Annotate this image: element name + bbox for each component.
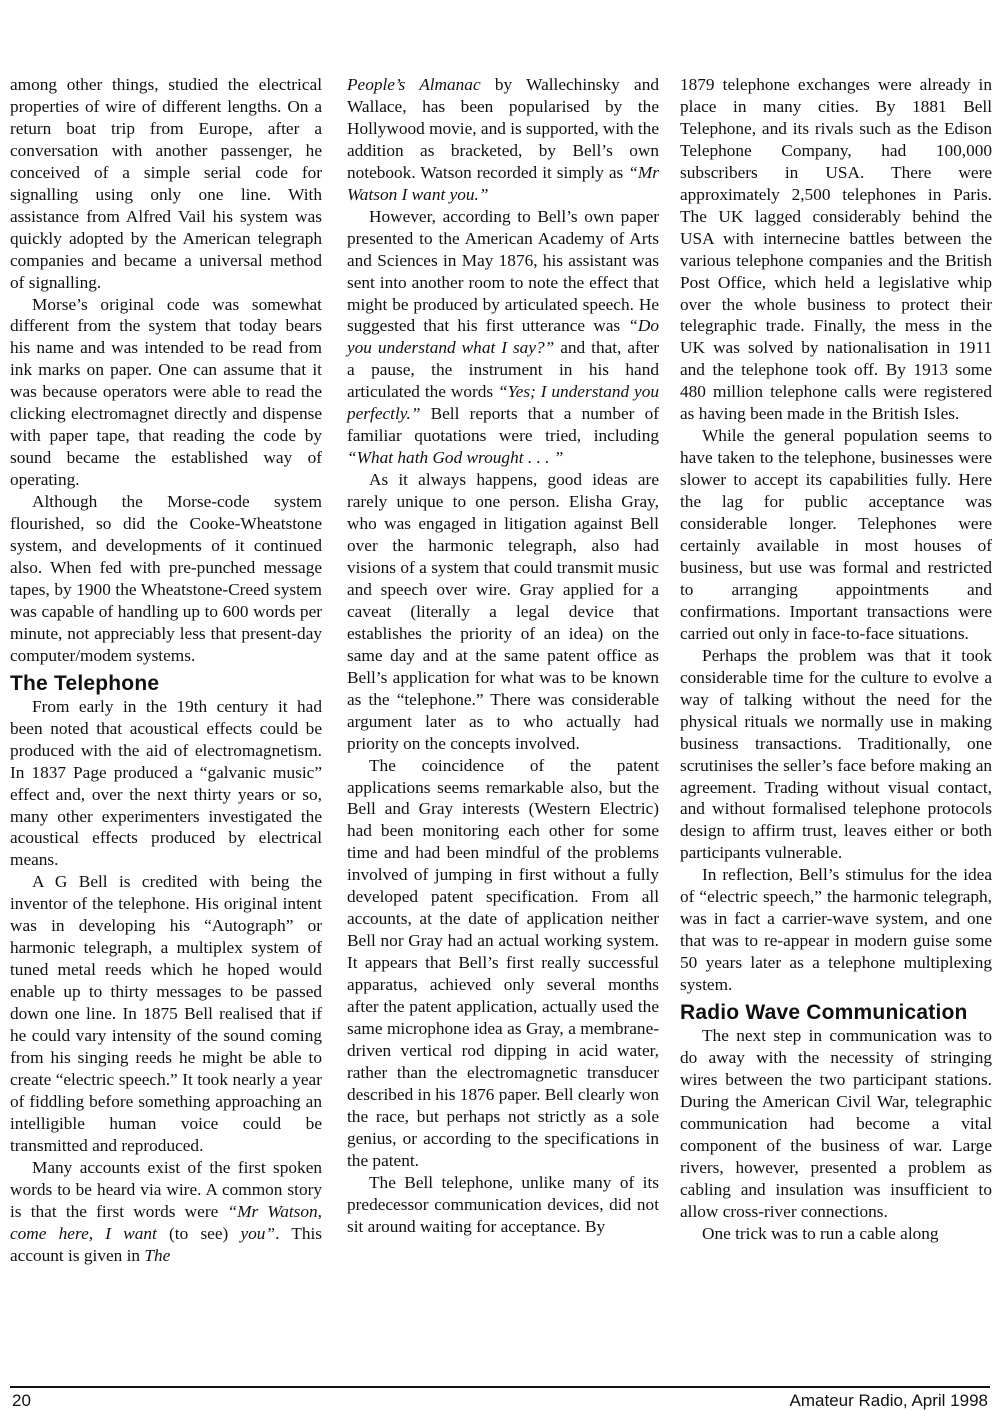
paragraph: While the general population seems to have taken to the telephone, businesses were slower to accept its capabilities fully. Here the lag for public acceptance was considerable longer. Telephones were certainly available in most houses of business, but use was formal and restricted to arranging appointments and confirmations. Important transactions were carried out only in face-to-face situations. <box>680 426 992 643</box>
paragraph: The next step in communication was to do away with the necessity of stringing wires between the two participant stations. During the American Civil War, telegraphic communication had become a vital component of the business of war. Large rivers, however, presented a problem as cabling and insulation was insufficient to allow cross-river connections. <box>680 1026 992 1221</box>
column-2 <box>347 74 659 1238</box>
paragraph: 1879 telephone exchanges were already in place in many cities. By 1881 Bell Telephone, and its rivals such as the Edison Telephone Company, had 100,000 subscribers in USA. There were approximately 2,500 telephones in Paris. The UK lagged considerably behind the USA with internecine battles between the various telephone companies and the British Post Office, which held a legislative whip over the whole business to protect their telegraphic trade. Finally, the mess in the UK was solved by nationalisation in 1911 and the telephone took off. By 1913 some 480 million telephone calls were registered as having been made in the British Isles. <box>680 75 992 424</box>
text-run: Many accounts exist of the first spoken words to be heard via wire. A common story is that the first words were <box>10 1157 322 1221</box>
section-heading-radio-wave: Radio Wave Communication <box>680 1001 968 1025</box>
text-run: and that, after a pause, the instrument in his hand articulated the words <box>347 338 659 402</box>
text-run: by Wallechinsky and Wallace, has been popularised by the Hollywood movie, and is supported, with the addition as bracketed, by Bell’s own notebook. Watson recorded it simply as <box>347 75 659 182</box>
text-run: However, according to Bell’s own paper presented to the American Academy of Arts and Sciences in May 1876, his assistant was sent into another room to note the effect that might be produced by articulated speech. He suggested that his first utterance was <box>347 206 659 336</box>
section-heading-telephone: The Telephone <box>10 671 160 695</box>
quote-text: “Yes; I understand you perfectly.” <box>347 382 659 424</box>
text-run: (to see) <box>156 1223 241 1243</box>
quote-text: you” <box>240 1223 276 1243</box>
publication-title: Amateur Radio, April 1998 <box>789 1391 988 1410</box>
text-run: . This account is given in <box>10 1223 323 1265</box>
paragraph <box>10 1157 322 1267</box>
paragraph: Perhaps the problem was that it took considerable time for the culture to evolve a way of talking without the need for the physical rituals we normally use in making business transactions. Traditionally, one scrutinises the seller’s face before making an agreement. Trading without visual contact, and without formalised telephone protocols design to affirm trust, leaves either or both participants vulnerable. <box>680 645 992 863</box>
book-title: People’s Almanac <box>347 75 481 94</box>
quote-text: “Do you understand what I say?” <box>347 316 659 358</box>
column-3 <box>680 74 992 1245</box>
paragraph: Although the Morse-code system flourished, so did the Cooke-Wheatstone system, and developments of it continued also. When fed with pre-punched message tapes, by 1900 the Wheatstone-Creed system was capable of handling up to 600 words per minute, not appreciably less that present-day computer/modem systems. <box>10 492 322 665</box>
paragraph: among other things, studied the electrical properties of wire of different lengths. On a return boat trip from Europe, after a conversation with another passenger, he conceived of a simple serial code for signalling using only one line. With assistance from Alfred Vail his system was quickly adopted by the American telegraph companies and became a universal method of signalling. <box>10 75 322 292</box>
book-title: The <box>144 1245 171 1265</box>
paragraph <box>347 206 659 469</box>
quote-text: “Mr Watson I want you.” <box>347 162 659 204</box>
paragraph: A G Bell is credited with being the inventor of the telephone. His original intent was in developing his “Autograph” or harmonic telegraph, a multiplex system of tuned metal reeds which he hoped would enable up to thirty messages to be passed down one line. In 1875 Bell realised that if he could vary intensity of the sound coming from his singing reeds he might be able to create “electric speech.” It took nearly a year of fiddling before something approaching an intelligible human voice could be transmitted and reproduced. <box>10 872 322 1155</box>
quote-text: “Mr Watson, come here, I want <box>10 1201 322 1243</box>
paragraph: One trick was to run a cable along <box>702 1223 939 1243</box>
paragraph <box>347 74 659 206</box>
paragraph: The coincidence of the patent applications seems remarkable also, but the Bell and Gray interests (Western Electric) had been monitoring each other for some time and had been mindful of the problems involved of jumping in first without a fully developed patent specification. From all accounts, at the date of application neither Bell nor Gray had an actual working system. It appears that Bell’s first really successful apparatus, achieved only several months after the patent application, actually used the same microphone idea as Gray, a membrane-driven vertical rod dipping in acid water, rather than the electromagnetic transducer described in his 1876 paper. Bell clearly won the race, but perhaps not strictly as a sole genius, or according to the specifications in the patent. <box>347 755 659 1170</box>
paragraph: As it always happens, good ideas are rarely unique to one person. Elisha Gray, who was engaged in litigation against Bell over the harmonic telegraph, also had visions of a system that could transmit music and speech over wire. Gray applied for a caveat (literally a legal device that establishes the priority of an idea) on the same day and at the same patent office as Bell’s application for what was to be known as the “telephone.” There was considerable argument later as to who actually had priority on the concepts involved. <box>347 470 659 753</box>
text-run: Bell reports that a number of familiar quotations were tried, including <box>347 404 659 446</box>
paragraph: From early in the 19th century it had been noted that acoustical effects could be produced with the aid of electromagnetism. In 1837 Page produced a “galvanic music” effect and, over the next thirty years or so, many other experimenters investigated the acoustical effects produced by electrical means. <box>10 696 322 870</box>
column-1 <box>10 74 322 1267</box>
page-number: 20 <box>12 1391 31 1410</box>
paragraph: Morse’s original code was somewhat different from the system that today bears his name and was intended to be read from ink marks on paper. One can assume that it was because operators were able to read the clicking electromagnet directly and dispense with paper tape, that reading the code by sound became the established way of operating. <box>10 294 322 490</box>
footer-divider <box>10 1386 990 1388</box>
paragraph: In reflection, Bell’s stimulus for the idea of “electric speech,” the harmonic telegraph, was in fact a carrier-wave system, and one that was to re-appear in modern guise some 50 years later as a telephone multiplexing system. <box>680 865 992 995</box>
quote-text: “What hath God wrought . . . ” <box>347 448 564 468</box>
paragraph: The Bell telephone, unlike many of its predecessor communication devices, did not sit around waiting for acceptance. By <box>347 1172 659 1236</box>
